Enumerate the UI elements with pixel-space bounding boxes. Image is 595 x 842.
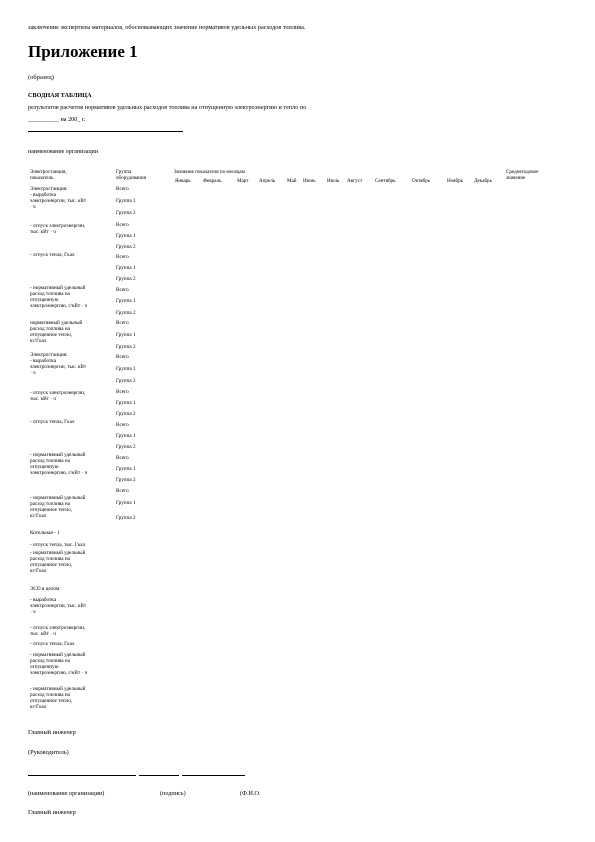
group-cell: Всего [116,455,129,461]
indicator-label-line: отпущенное тепло, [30,562,73,569]
indicator-label-line: кг/Гкал [30,513,47,520]
header-annual-line: значение [506,175,526,181]
indicator-label-line: отпущенное тепло, [30,507,73,514]
indicator-label-line: отпущенную [30,464,59,471]
indicator-label-line: - выработка [30,192,57,199]
group-cell: Группа 2 [116,244,136,250]
indicator-label-line: тыс. кВт · ч [30,396,56,403]
group-cell: Группа 2 [116,276,136,282]
group-cell: Группа 1 [116,298,136,304]
month-header: Январь [175,178,191,184]
indicator-label-line: - выработка [30,358,57,365]
group-cell: Всего [116,488,129,494]
month-header: Декабрь [474,178,492,184]
indicator-label-line: - нормативный удельный [30,686,86,692]
indicator-label-line: расход топлива на [30,556,70,563]
indicator-label-line: - нормативный удельный [30,652,86,658]
group-cell: Группа 2 [116,310,136,316]
indicator-label [30,223,85,235]
group-cell: Всего [116,254,129,260]
organization-label: наименование организации [28,149,98,155]
group-cell: Группа 1 [116,500,136,506]
month-header: Сентябрь [375,178,396,184]
month-header: Май [287,178,297,184]
month-header: Октябрь [412,178,431,184]
indicator-label-line: - отпуск электроэнергии, [30,625,86,631]
group-cell: Группа 1 [116,198,136,204]
group-cell: Всего [116,422,129,428]
indicator-label-line: электроэнергию, г/кВт · ч [30,470,88,477]
signature-caption: (подпись) [160,790,186,797]
indicator-label-line: · ч [30,609,36,616]
indicator-label-line: Электростанция: [30,186,68,192]
header-group-line: оборудования [116,175,146,181]
indicator-label [30,586,61,592]
indicator-label-line: расход топлива на [30,658,70,665]
indicator-label-line: - нормативный удельный [30,452,86,458]
indicator-label-line: Электростанция: [30,352,68,358]
indicator-label [30,390,85,402]
indicator-label-line: - отпуск электроэнергии, [30,223,86,229]
header-indicator [30,169,67,181]
header-group [116,169,146,181]
indicator-label [30,285,87,309]
indicator-label-line: отпущенную [30,664,59,671]
indicator-label-line: электроэнергию, г/кВт · ч [30,303,88,310]
indicator-label-line: · ч [30,204,36,211]
indicator-label-line: расход топлива на [30,291,70,298]
page-title: Приложение 1 [28,42,138,61]
indicator-label-line: расход топлива на [30,501,70,508]
fio-caption: (Ф.И.О. [240,790,261,797]
indicator-label-line: · ч [30,370,36,377]
summary-date-line: __________ на 200_ г. [28,116,86,123]
header-monthly: Значение показателя по месяцам [174,169,245,175]
indicator-label-line: - нормативный удельный [30,495,86,501]
indicator-label-line: отпущенное тепло, [30,332,73,339]
indicator-label [30,625,85,637]
indicator-label-line: - выработка [30,597,57,603]
indicator-label [30,530,60,536]
month-header: Июль [327,178,340,184]
group-cell: Всего [116,186,129,192]
chief-engineer-label: Главный инженер [28,729,76,736]
group-cell: Всего [116,354,129,360]
month-header: Март [237,178,249,184]
indicator-label-line: отпущенную [30,297,59,304]
head-label: (Руководитель) [28,749,69,756]
indicator-label-line: Котельная - 1 [30,530,60,536]
group-cell: Всего [116,287,129,293]
group-cell: Группа 2 [116,444,136,450]
signature-line [139,775,179,776]
header-indicator-line: Электростанция, [30,169,67,175]
indicator-label-line: нормативный удельный [30,320,83,326]
indicator-label-line: расход топлива на [30,326,70,333]
indicator-label-line: электроэнергии, тыс. кВт [30,198,87,205]
indicator-label-line: - нормативный удельный [30,285,86,291]
group-cell: Всего [116,389,129,395]
intro-text: заключение экспертизы материалов, обосновывающих значение нормативов удельных расходов топлива. [28,24,306,31]
indicator-label-line: ЭСО в целом: [30,586,61,592]
month-header: Август [347,178,363,184]
indicator-label-line: кг/Гкал [30,568,47,575]
header-annual [506,169,538,181]
group-cell: Группа 1 [116,332,136,338]
group-cell: Всего [116,320,129,326]
indicator-label [30,452,87,476]
indicator-label [30,352,86,376]
summary-underline [28,131,183,132]
indicator-label-line: электроэнергии, тыс. кВт [30,364,87,371]
header-indicator-line: показатель [30,175,54,181]
group-cell: Группа 1 [116,433,136,439]
group-cell: Группа 2 [116,477,136,483]
group-cell: Группа 2 [116,378,136,384]
fio-line [182,775,245,776]
group-cell: Группа 2 [116,515,136,521]
indicator-label-line: кг/Гкал [30,704,47,711]
month-header: Ноябрь [447,178,463,184]
indicator-label-line: - отпуск тепла, Гкал [30,641,75,647]
indicator-label-line: электроэнергии, тыс. кВт [30,603,87,610]
group-cell: Группа 1 [116,466,136,472]
summary-title: СВОДНАЯ ТАБЛИЦА [28,92,92,99]
indicator-label [30,652,87,676]
group-cell: Группа 1 [116,400,136,406]
indicator-label [30,550,85,574]
indicator-label [30,495,85,519]
indicator-label-line: - нормативный удельный [30,550,86,556]
group-cell: Группа 1 [116,265,136,271]
indicator-label [30,597,86,615]
group-cell: Группа 2 [116,411,136,417]
header-group-line: Группа [116,169,132,175]
group-cell: Всего [116,222,129,228]
group-cell: Группа 2 [116,344,136,350]
indicator-label-line: кг/Гкал [30,338,47,345]
indicator-label [30,542,85,548]
indicator-label [30,419,75,425]
group-cell: Группа 2 [116,210,136,216]
group-cell: Группа 1 [116,366,136,372]
indicator-label-line: - отпуск тепла, Гкал [30,419,75,425]
indicator-label [30,641,75,647]
indicator-label-line: - отпуск электроэнергии, [30,390,86,396]
month-header: Июнь [303,178,316,184]
indicator-label-line: отпущенное тепло, [30,698,73,705]
sample-note: (образец) [28,74,54,81]
indicator-label [30,186,86,210]
indicator-label-line: - отпуск тепла, Гкал [30,252,75,258]
month-header: Апрель [259,178,276,184]
header-annual-line: Среднегодовое [506,169,539,175]
indicator-label-line: тыс. кВт · ч [30,229,56,236]
indicator-label [30,320,82,344]
indicator-label-line: электроэнергию, г/кВт · ч [30,670,88,677]
indicator-label-line: расход топлива на [30,692,70,699]
indicator-label [30,686,85,710]
org-name-line [28,775,136,776]
month-header: Февраль [203,178,222,184]
indicator-label-line: - отпуск тепла, тыс. Гкал [30,542,86,548]
summary-subtitle: результатов расчетов нормативов удельных расходов топлива на отпущенную электроэнергию и тепло по [28,104,307,111]
group-cell: Группа 1 [116,233,136,239]
indicator-label-line: тыс. кВт · ч [30,631,56,638]
org-name-caption: (наименование организации) [28,790,105,797]
indicator-label [30,252,75,258]
chief-engineer-label-2: Главный инженер [28,809,76,816]
indicator-label-line: расход топлива на [30,458,70,465]
